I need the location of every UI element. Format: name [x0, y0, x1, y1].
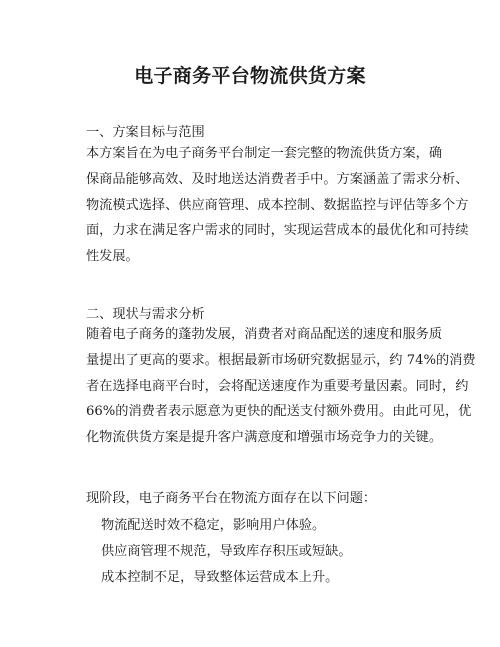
paragraph-line: 随着电子商务的蓬勃发展，消费者对商品配送的速度和服务质: [86, 327, 443, 342]
paragraph-line: 化物流供货方案是提升客户满意度和增强市场竞争力的关键。: [86, 430, 443, 446]
section-paragraph-goals: [86, 141, 469, 270]
document-title: 电子商务平台物流供货方案: [134, 65, 366, 87]
problems-intro: 现阶段，电子商务平台在物流方面存在以下问题：: [86, 491, 377, 506]
paragraph-line: 性发展。: [86, 249, 139, 265]
paragraph-line: 保商品能够高效、及时地送达消费者手中。方案涵盖了需求分析、: [86, 171, 469, 187]
problem-item: 成本控制不足，导致整体运营成本上升。: [101, 570, 339, 585]
paragraph-line: 面，力求在满足客户需求的同时，实现运营成本的最优化和可持续: [86, 223, 469, 239]
paragraph-line: 者在选择电商平台时，会将配送速度作为重要考量因素。同时，约: [86, 378, 469, 394]
paragraph-line: 量提出了更高的要求。根据最新市场研究数据显示，约 74%的消费: [86, 352, 476, 368]
paragraph-line: 本方案旨在为电子商务平台制定一套完整的物流供货方案，确: [86, 146, 443, 161]
paragraph-line: 物流模式选择、供应商管理、成本控制、数据监控与评估等多个方: [86, 197, 469, 213]
paragraph-line: 66%的消费者表示愿意为更快的配送支付额外费用。由此可见，优: [86, 404, 472, 420]
section-heading-analysis: 二、现状与需求分析: [86, 307, 205, 322]
problem-item: 供应商管理不规范，导致库存积压或短缺。: [101, 544, 352, 559]
section-heading-goals: 一、方案目标与范围: [86, 125, 205, 140]
problem-item: 物流配送时效不稳定，影响用户体验。: [101, 518, 326, 533]
section-paragraph-analysis: [86, 322, 476, 451]
